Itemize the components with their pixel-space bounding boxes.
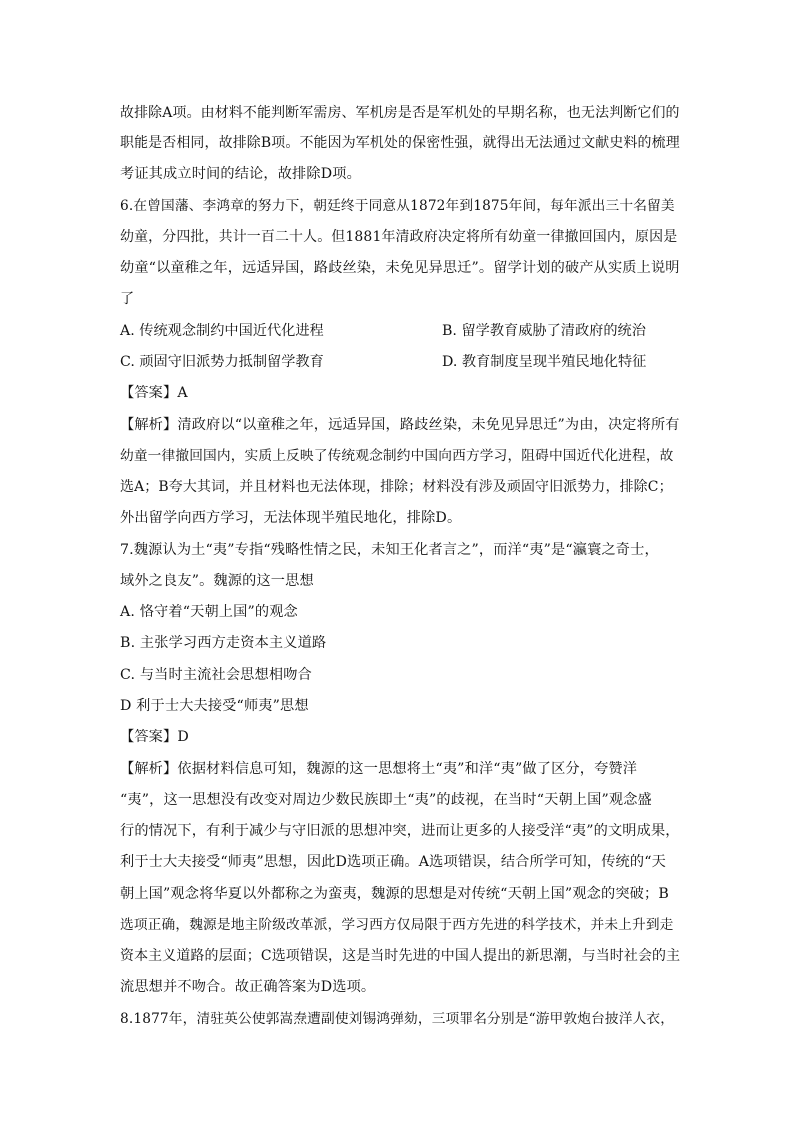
question-7-option-b: B. 主张学习西方走资本主义道路 [120, 635, 327, 651]
option-a: A. 传统观念制约中国近代化进程 [120, 323, 324, 339]
question-6-stem: 6.在曾国藩、李鸿章的努力下，朝廷终于同意从1872年到1875年间，每年派出三十名留美 [120, 198, 675, 214]
question-6-analysis: 幼童一律撤回国内，实质上反映了传统观念制约中国向西方学习，阻碍中国近代化进程，故 [120, 448, 674, 464]
question-6-analysis: 外出留学向西方学习，无法体现半殖民地化，排除D。 [120, 510, 462, 526]
question-7-option-c: C. 与当时主流社会思想相吻合 [120, 667, 312, 683]
question-7-analysis: 选项正确，魏源是地主阶级改革派，学习西方仅局限于西方先进的科学技术，并未上升到走 [120, 917, 674, 933]
question-7-analysis: 朝上国”观念将华夏以外都称之为蛮夷，魏源的思想是对传统“天朝上国”观念的突破；B [120, 886, 669, 902]
question-6-options-row [120, 352, 680, 372]
question-7-stem: 7.魏源认为土“夷”专指“残略性情之民，未知王化者言之”，而洋“夷”是“瀛寰之奇士， [120, 542, 659, 558]
question-7-analysis: 流思想并不吻合。故正确答案为D选项。 [120, 979, 376, 995]
question-6-analysis: 选A；B夸大其词，并且材料也无法体现，排除；材料没有涉及顽固守旧派势力，排除C； [120, 479, 673, 495]
text-line: 考证其成立时间的结论，故排除D项。 [120, 166, 361, 182]
question-7-option-a: A. 恪守着“天朝上国”的观念 [120, 604, 298, 620]
option-b: B. 留学教育威胁了清政府的统治 [442, 323, 646, 339]
question-6-options-row [120, 321, 680, 341]
question-7-stem: 域外之良友”。魏源的这一思想 [120, 573, 314, 589]
question-7-analysis: “夷”，这一思想没有改变对周边少数民族即土“夷”的歧视，在当时“天朝上国”观念盛 [120, 792, 652, 808]
question-7-analysis: 行的情况下，有利于减少与守旧派的思想冲突，进而让更多的人接受洋“夷”的文明成果， [120, 823, 680, 839]
question-6-stem: 幼童，分四批，共计一百二十人。但1881年清政府决定将所有幼童一律撤回国内，原因是 [120, 229, 678, 245]
option-d: D. 教育制度呈现半殖民地化特征 [442, 354, 647, 370]
question-7-option-d: D 利于士大夫接受“师夷”思想 [120, 698, 309, 714]
question-6-stem: 了 [120, 291, 135, 307]
option-c: C. 顽固守旧派势力抵制留学教育 [120, 354, 324, 370]
question-6-analysis: 【解析】清政府以“以童稚之年，远适异国，路歧丝染，未免见异思迁”为由，决定将所有 [120, 417, 680, 433]
text-line: 职能是否相同，故排除B项。不能因为军机处的保密性强，就得出无法通过文献史料的梳理 [120, 135, 680, 151]
question-7-analysis: 资本主义道路的层面；C选项错误，这是当时先进的中国人提出的新思潮，与当时社会的主 [120, 948, 681, 964]
question-7-answer: 【答案】D [120, 729, 189, 745]
question-7-analysis: 【解析】依据材料信息可知，魏源的这一思想将土“夷”和洋“夷”做了区分，夸赞洋 [120, 761, 638, 777]
question-6-answer: 【答案】A [120, 385, 188, 401]
question-8-stem: 8.1877年，清驻英公使郭嵩焘遭副使刘锡鸿弹劾，三项罪名分别是“游甲敦炮台披洋人衣， [120, 1011, 675, 1027]
text-line: 故排除A项。由材料不能判断军需房、军机房是否是军机处的早期名称，也无法判断它们的 [120, 105, 680, 121]
question-6-stem: 幼童“以童稚之年，远适异国，路歧丝染，未免见异思迁”。留学计划的破产从实质上说明 [120, 260, 680, 276]
question-7-analysis: 利于士大夫接受“师夷”思想，因此D选项正确。A选项错误，结合所学可知，传统的“天 [120, 854, 666, 870]
